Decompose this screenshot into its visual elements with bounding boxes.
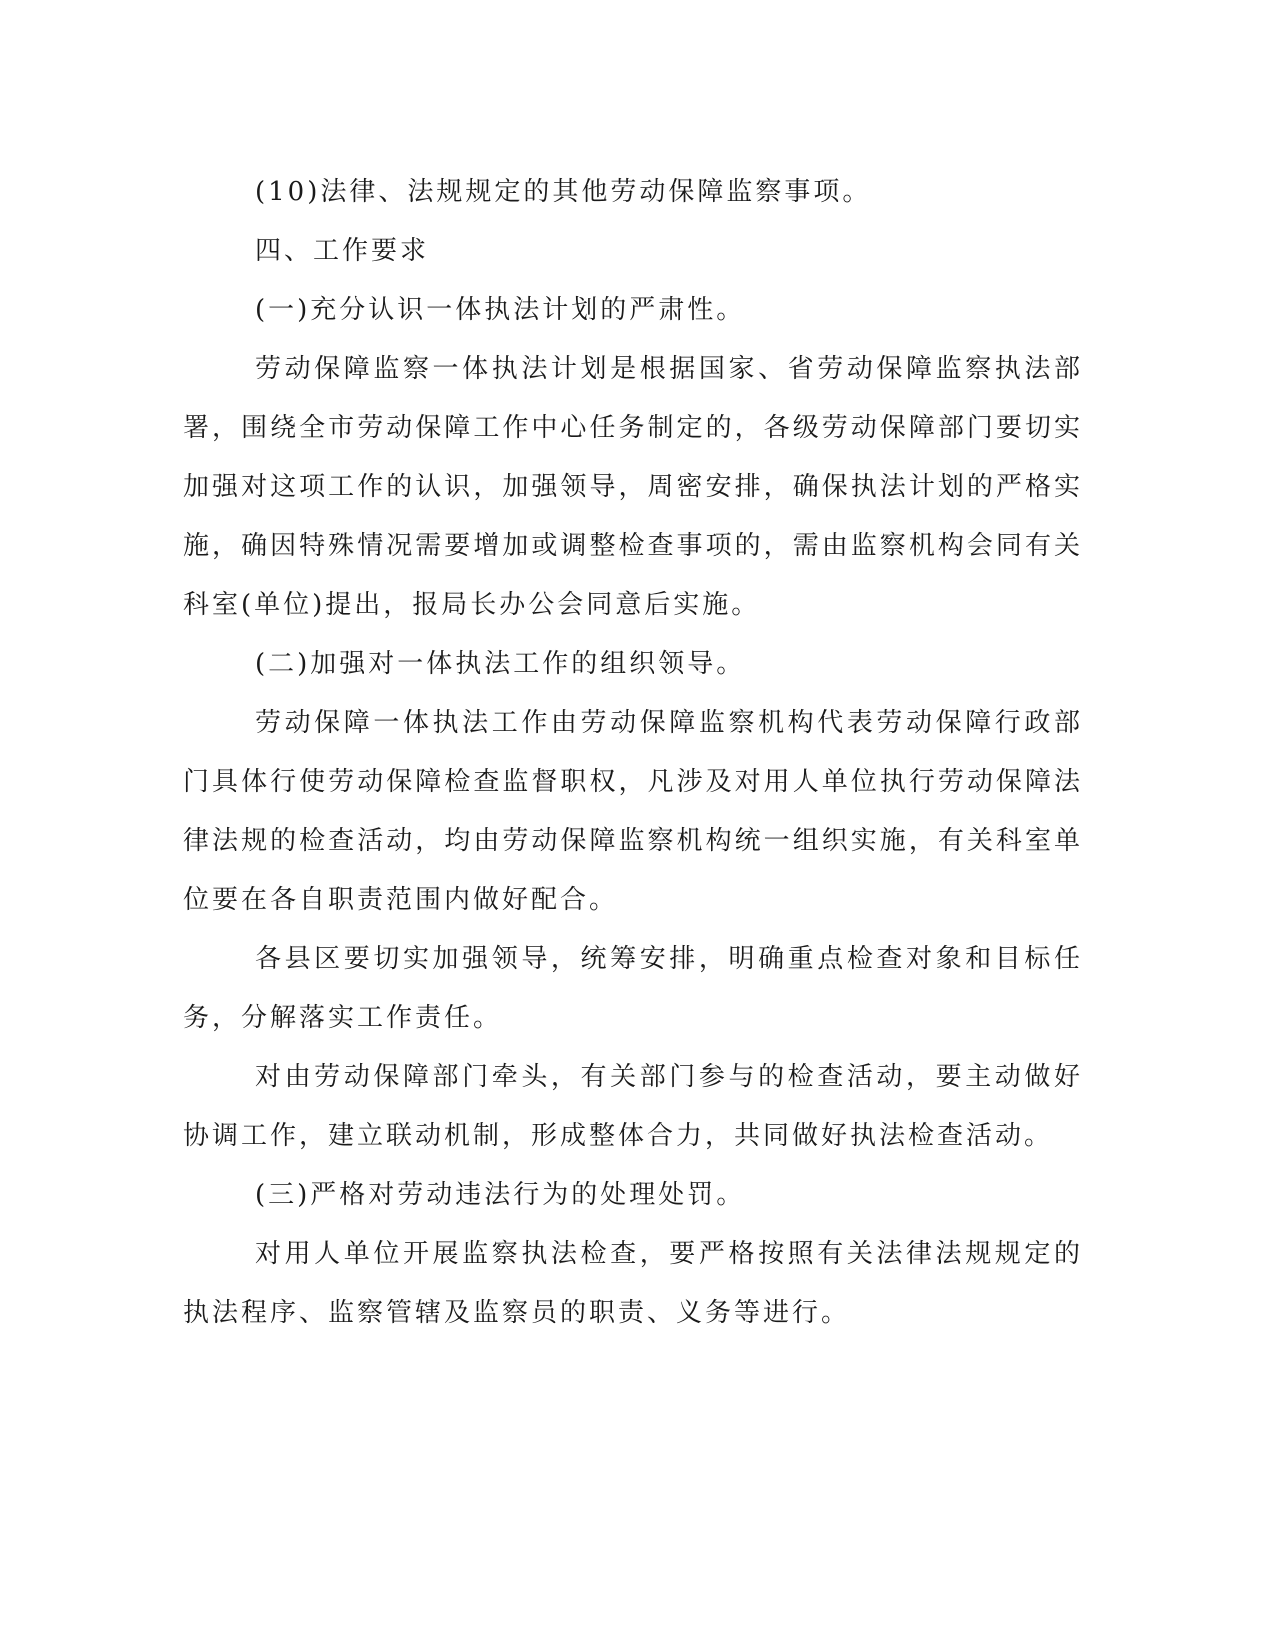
- document-body: [183, 163, 1083, 1343]
- paragraph: 劳动保障一体执法工作由劳动保障监察机构代表劳动保障行政部门具体行使劳动保障检查监督职权，凡涉及对用人单位执行劳动保障法律法规的检查活动，均由劳动保障监察机构统一组织实施，有关科室单位要在各自职责范围内做好配合。: [183, 708, 1083, 915]
- paragraph: 劳动保障监察一体执法计划是根据国家、省劳动保障监察执法部署，围绕全市劳动保障工作中心任务制定的，各级劳动保障部门要切实加强对这项工作的认识，加强领导，周密安排，确保执法计划的严格实施，确因特殊情况需要增加或调整检查事项的，需由监察机构会同有关科室(单位)提出，报局长办公会同意后实施。: [183, 354, 1083, 620]
- section-heading-work-requirements: 四、工作要求: [255, 236, 430, 266]
- subheading-3: (三)严格对劳动违法行为的处理处罚。: [255, 1180, 746, 1210]
- paragraph: 各县区要切实加强领导，统筹安排，明确重点检查对象和目标任务，分解落实工作责任。: [183, 944, 1083, 1033]
- paragraph: 对用人单位开展监察执法检查，要严格按照有关法律法规规定的执法程序、监察管辖及监察员的职责、义务等进行。: [183, 1239, 1083, 1328]
- subheading-1: (一)充分认识一体执法计划的严肃性。: [255, 295, 746, 325]
- paragraph: 对由劳动保障部门牵头，有关部门参与的检查活动，要主动做好协调工作，建立联动机制，形成整体合力，共同做好执法检查活动。: [183, 1062, 1083, 1151]
- subheading-2: (二)加强对一体执法工作的组织领导。: [255, 649, 746, 679]
- paragraph-item-10: (10)法律、法规规定的其他劳动保障监察事项。: [255, 177, 872, 207]
